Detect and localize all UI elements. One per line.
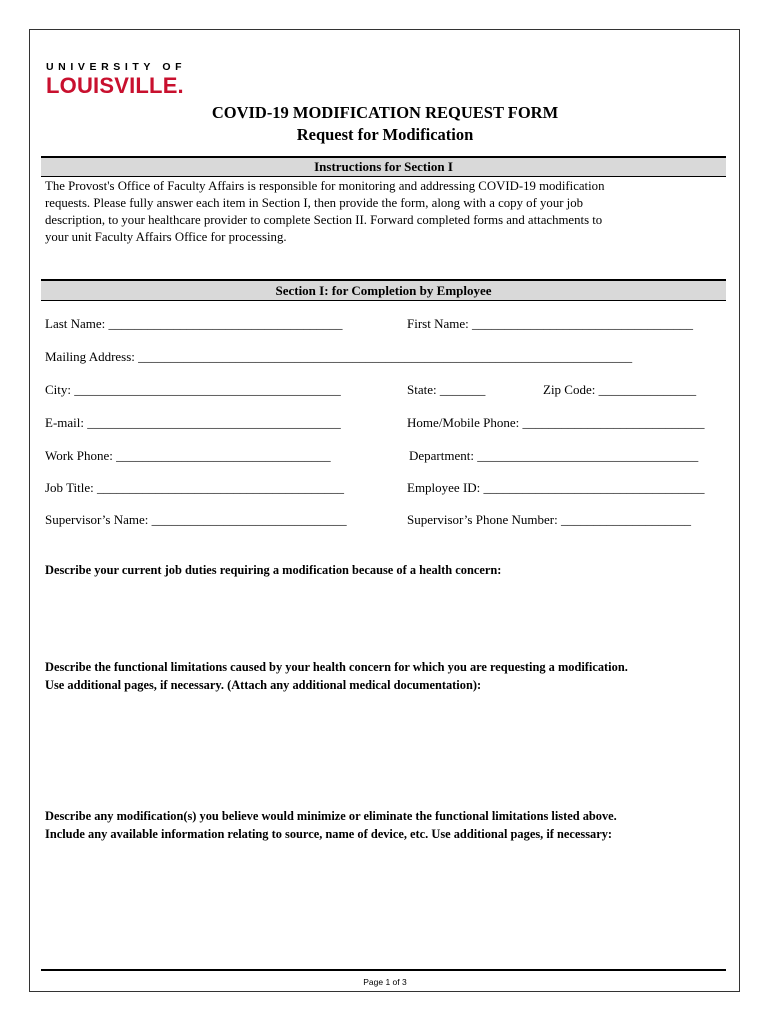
supervisor-phone-field[interactable]: Supervisor’s Phone Number: ____________________ bbox=[407, 512, 691, 527]
first-name-field[interactable]: First Name: __________________________________ bbox=[407, 316, 693, 331]
logo-line-1: UNIVERSITY OF bbox=[46, 61, 187, 73]
footer-divider bbox=[41, 969, 726, 971]
form-subtitle: Request for Modification bbox=[296, 125, 474, 144]
work-phone-field[interactable]: Work Phone: _________________________________ bbox=[45, 448, 331, 463]
employee-id-field[interactable]: Employee ID: __________________________________ bbox=[407, 480, 705, 495]
instructions-line: description, to your healthcare provider to complete Section II. Forward completed forms and attachments to bbox=[45, 213, 603, 227]
instructions-text bbox=[45, 178, 685, 246]
university-logo bbox=[46, 61, 186, 98]
job-title-field[interactable]: Job Title: ______________________________________ bbox=[45, 480, 345, 495]
instructions-heading: Instructions for Section I bbox=[41, 156, 726, 177]
question-line: Describe your current job duties requiring a modification because of a health concern: bbox=[45, 563, 502, 577]
modifications-answer-area[interactable] bbox=[45, 850, 715, 960]
email-field[interactable]: E-mail: _______________________________________ bbox=[45, 415, 341, 430]
department-field[interactable]: Department: __________________________________ bbox=[409, 448, 699, 463]
functional-limitations-answer-area[interactable] bbox=[45, 700, 715, 800]
form-title: COVID-19 MODIFICATION REQUEST FORM bbox=[211, 103, 559, 122]
logo-line-2: LOUISVILLE. bbox=[46, 73, 184, 98]
question-line: Use additional pages, if necessary. (Attach any additional medical documentation): bbox=[45, 677, 482, 692]
mailing-address-field[interactable]: Mailing Address: ____________________________________________________________________________ bbox=[45, 349, 633, 364]
page-number: Page 1 of 3 bbox=[363, 977, 407, 987]
instructions-line: your unit Faculty Affairs Office for processing. bbox=[45, 230, 287, 244]
question-line: Describe the functional limitations caused by your health concern for which you are requesting a modification. bbox=[45, 660, 628, 674]
section1-heading: Section I: for Completion by Employee bbox=[41, 279, 726, 301]
job-duties-answer-area[interactable] bbox=[45, 585, 715, 655]
city-field[interactable]: City: _________________________________________ bbox=[45, 382, 341, 397]
question-functional-limitations bbox=[45, 659, 715, 694]
zip-code-field[interactable]: Zip Code: _______________ bbox=[543, 382, 697, 397]
question-line: Include any available information relating to source, name of device, etc. Use additional pages, if necessary: bbox=[45, 826, 613, 841]
supervisor-name-field[interactable]: Supervisor’s Name: ______________________________ bbox=[45, 512, 347, 527]
question-job-duties bbox=[45, 562, 715, 580]
instructions-line: requests. Please fully answer each item in Section I, then provide the form, along with a copy of your job bbox=[45, 196, 584, 210]
state-field[interactable]: State: _______ bbox=[407, 382, 486, 397]
last-name-field[interactable]: Last Name: ____________________________________ bbox=[45, 316, 343, 331]
home-mobile-phone-field[interactable]: Home/Mobile Phone: ____________________________ bbox=[407, 415, 705, 430]
question-modifications bbox=[45, 808, 715, 843]
instructions-line: The Provost's Office of Faculty Affairs is responsible for monitoring and addressing COVID-19 modification bbox=[45, 179, 605, 193]
question-line: Describe any modification(s) you believe would minimize or eliminate the functional limitations listed above. bbox=[45, 809, 617, 823]
